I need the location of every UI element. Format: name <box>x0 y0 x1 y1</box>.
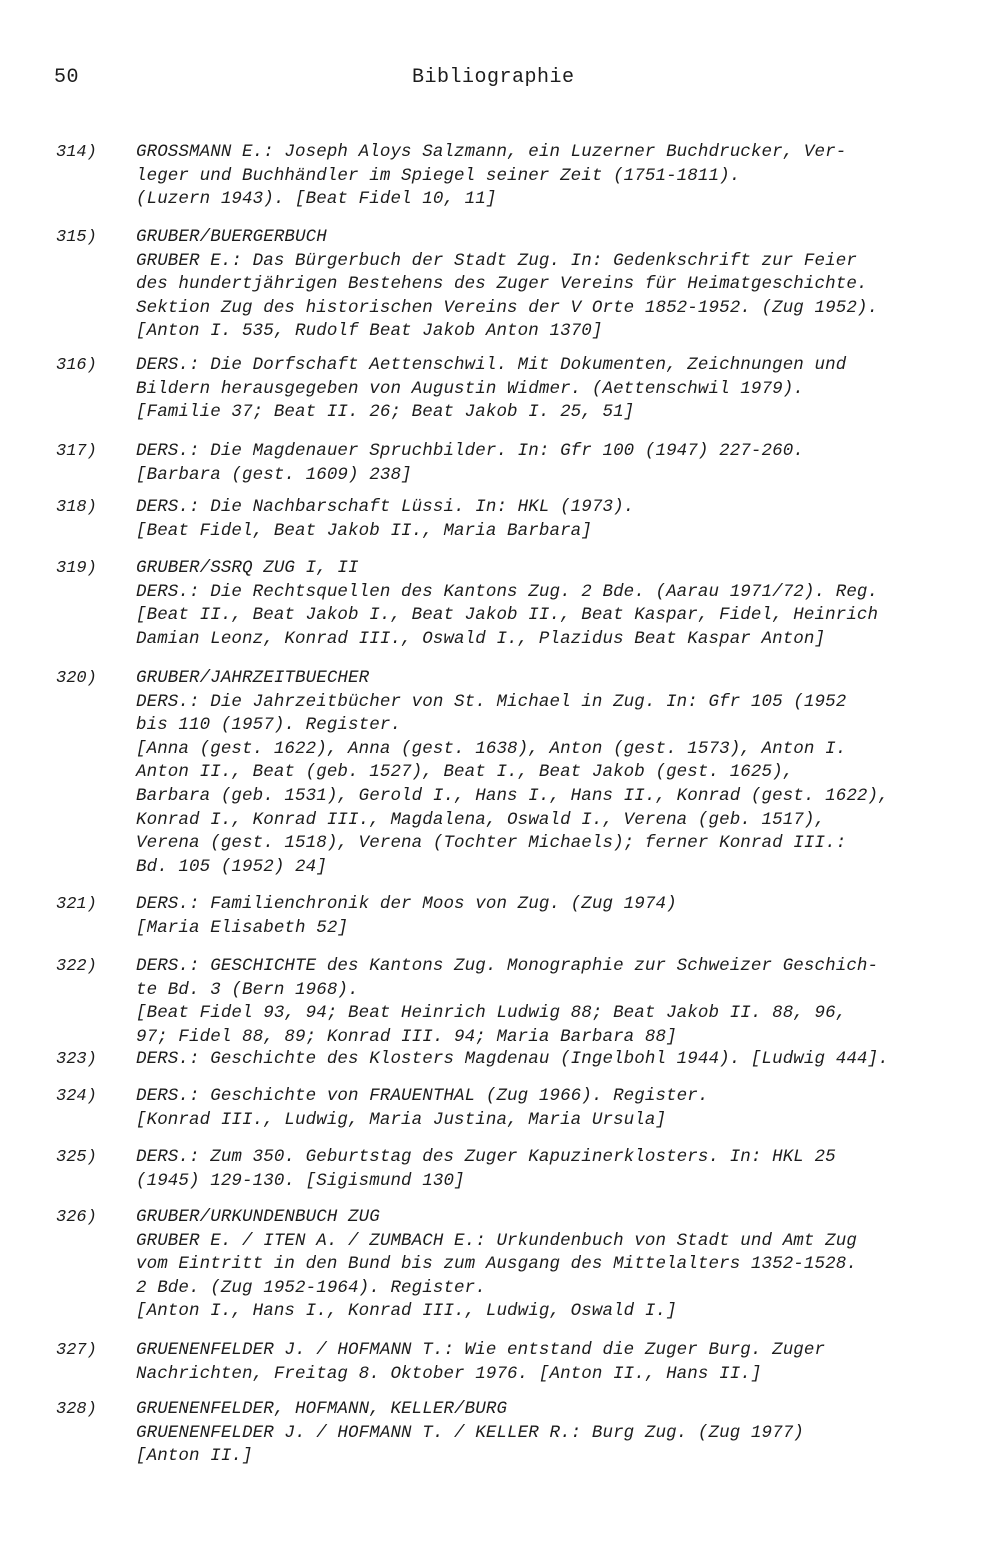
entry-line: [Anna (gest. 1622), Anna (gest. 1638), Anton (gest. 1573), Anton I. <box>136 738 847 759</box>
entry-line: Damian Leonz, Konrad III., Oswald I., Plazidus Beat Kaspar Anton] <box>136 628 826 649</box>
entry-line: Barbara (geb. 1531), Gerold I., Hans I., Hans II., Konrad (gest. 1622), <box>136 785 889 806</box>
entry-line: Verena (gest. 1518), Verena (Tochter Michaels); ferner Konrad III.: <box>136 833 847 854</box>
entry-line: Bd. 105 (1952) 24] <box>136 856 327 877</box>
entry-text <box>136 1398 956 1469</box>
entry-line: GRUBER/BUERGERBUCH <box>136 227 327 247</box>
entry-line: Nachrichten, Freitag 8. Oktober 1976. [Anton II., Hans II.] <box>136 1363 762 1384</box>
entry-text <box>136 1146 956 1193</box>
entry-line: GRUBER/SSRQ ZUG I, II <box>136 558 359 578</box>
entry-line: DERS.: Geschichte des Klosters Magdenau (Ingelbohl 1944). [Ludwig 444]. <box>136 1049 889 1069</box>
entry-line: GRUBER E. / ITEN A. / ZUMBACH E.: Urkundenbuch von Stadt und Amt Zug <box>136 1230 857 1251</box>
entry-number: 317) <box>56 442 97 461</box>
entry-text <box>136 226 956 344</box>
entry-line: [Anton I., Hans I., Konrad III., Ludwig, Oswald I.] <box>136 1301 677 1322</box>
entry-number: 321) <box>56 895 97 914</box>
entry-line: Sektion Zug des historischen Vereins der V Orte 1852-1952. (Zug 1952). <box>136 297 879 318</box>
entry-line: (Luzern 1943). [Beat Fidel 10, 11] <box>136 189 497 210</box>
entry-line: [Maria Elisabeth 52] <box>136 917 349 938</box>
entry-line: GRUENENFELDER J. / HOFMANN T. / KELLER R.: Burg Zug. (Zug 1977) <box>136 1422 804 1443</box>
entry-line: DERS.: Die Rechtsquellen des Kantons Zug. 2 Bde. (Aarau 1971/72). Reg. <box>136 581 879 602</box>
entry-line: Konrad I., Konrad III., Magdalena, Oswald I., Verena (geb. 1517), <box>136 809 826 830</box>
entry-line: leger und Buchhändler im Spiegel seiner Zeit (1751-1811). <box>136 165 741 186</box>
entry-text <box>136 557 956 651</box>
entry-number: 315) <box>56 228 97 247</box>
entry-line: [Beat Fidel, Beat Jakob II., Maria Barbara] <box>136 520 592 541</box>
entry-line: DERS.: Familienchronik der Moos von Zug. (Zug 1974) <box>136 894 677 914</box>
page-header <box>54 66 944 96</box>
entry-line: bis 110 (1957). Register. <box>136 715 402 736</box>
entry-text <box>136 440 956 487</box>
entry-number: 314) <box>56 143 97 162</box>
entry-line: des hundertjährigen Bestehens des Zuger Vereins für Heimatgeschichte. <box>136 274 868 295</box>
entry-line: DERS.: Die Magdenauer Spruchbilder. In: Gfr 100 (1947) 227-260. <box>136 441 804 461</box>
entry-line: te Bd. 3 (Bern 1968). <box>136 979 359 1000</box>
entry-line: [Anton I. 535, Rudolf Beat Jakob Anton 1370] <box>136 321 603 342</box>
entry-line: [Barbara (gest. 1609) 238] <box>136 464 412 485</box>
entry-line: vom Eintritt in den Bund bis zum Ausgang des Mittelalters 1352-1528. <box>136 1254 857 1275</box>
entry-text <box>136 955 956 1049</box>
entry-number: 327) <box>56 1341 97 1360</box>
entry-line: GROSSMANN E.: Joseph Aloys Salzmann, ein Luzerner Buchdrucker, Ver- <box>136 142 847 162</box>
entry-line: (1945) 129-130. [Sigismund 130] <box>136 1170 465 1191</box>
entry-number: 325) <box>56 1148 97 1167</box>
entry-line: [Beat Fidel 93, 94; Beat Heinrich Ludwig 88; Beat Jakob II. 88, 96, <box>136 1003 847 1024</box>
entry-text <box>136 141 956 212</box>
entry-line: DERS.: Zum 350. Geburtstag des Zuger Kapuzinerklosters. In: HKL 25 <box>136 1147 836 1167</box>
entry-line: [Anton II.] <box>136 1446 253 1467</box>
page-number: 50 <box>54 66 80 89</box>
entry-number: 318) <box>56 498 97 517</box>
entry-line: [Beat II., Beat Jakob I., Beat Jakob II., Beat Kaspar, Fidel, Heinrich <box>136 605 879 626</box>
entry-line: GRUBER/URKUNDENBUCH ZUG <box>136 1207 380 1227</box>
entry-line: DERS.: GESCHICHTE des Kantons Zug. Monographie zur Schweizer Geschich- <box>136 956 879 976</box>
entry-line: DERS.: Geschichte von FRAUENTHAL (Zug 1966). Register. <box>136 1086 709 1106</box>
entry-text <box>136 1048 956 1072</box>
entry-number: 322) <box>56 957 97 976</box>
entry-line: 2 Bde. (Zug 1952-1964). Register. <box>136 1277 486 1298</box>
entry-number: 326) <box>56 1208 97 1227</box>
entry-line: GRUENENFELDER J. / HOFMANN T.: Wie entstand die Zuger Burg. Zuger <box>136 1340 826 1360</box>
entry-line: GRUENENFELDER, HOFMANN, KELLER/BURG <box>136 1399 508 1419</box>
entry-number: 316) <box>56 356 97 375</box>
entry-line: [Konrad III., Ludwig, Maria Justina, Maria Ursula] <box>136 1109 667 1130</box>
entry-line: 97; Fidel 88, 89; Konrad III. 94; Maria Barbara 88] <box>136 1026 677 1047</box>
entry-text <box>136 1339 956 1386</box>
entry-line: [Familie 37; Beat II. 26; Beat Jakob I. 25, 51] <box>136 402 635 423</box>
entry-line: DERS.: Die Nachbarschaft Lüssi. In: HKL (1973). <box>136 497 635 517</box>
running-title: Bibliographie <box>412 66 575 89</box>
entry-text <box>136 893 956 940</box>
entry-number: 323) <box>56 1050 97 1069</box>
entry-text <box>136 354 956 425</box>
entry-line: Bildern herausgegeben von Augustin Widmer. (Aettenschwil 1979). <box>136 378 804 399</box>
entry-number: 320) <box>56 669 97 688</box>
entry-line: DERS.: Die Dorfschaft Aettenschwil. Mit Dokumenten, Zeichnungen und <box>136 355 847 375</box>
entry-text <box>136 667 956 879</box>
entry-line: GRUBER E.: Das Bürgerbuch der Stadt Zug. In: Gedenkschrift zur Feier <box>136 250 857 271</box>
entry-text <box>136 1085 956 1132</box>
entry-line: DERS.: Die Jahrzeitbücher von St. Michael in Zug. In: Gfr 105 (1952 <box>136 691 847 712</box>
entry-line: Anton II., Beat (geb. 1527), Beat I., Beat Jakob (gest. 1625), <box>136 762 794 783</box>
entry-number: 319) <box>56 559 97 578</box>
entry-text <box>136 1206 956 1324</box>
entry-number: 328) <box>56 1400 97 1419</box>
entry-number: 324) <box>56 1087 97 1106</box>
entry-text <box>136 496 956 543</box>
entry-line: GRUBER/JAHRZEITBUECHER <box>136 668 370 688</box>
